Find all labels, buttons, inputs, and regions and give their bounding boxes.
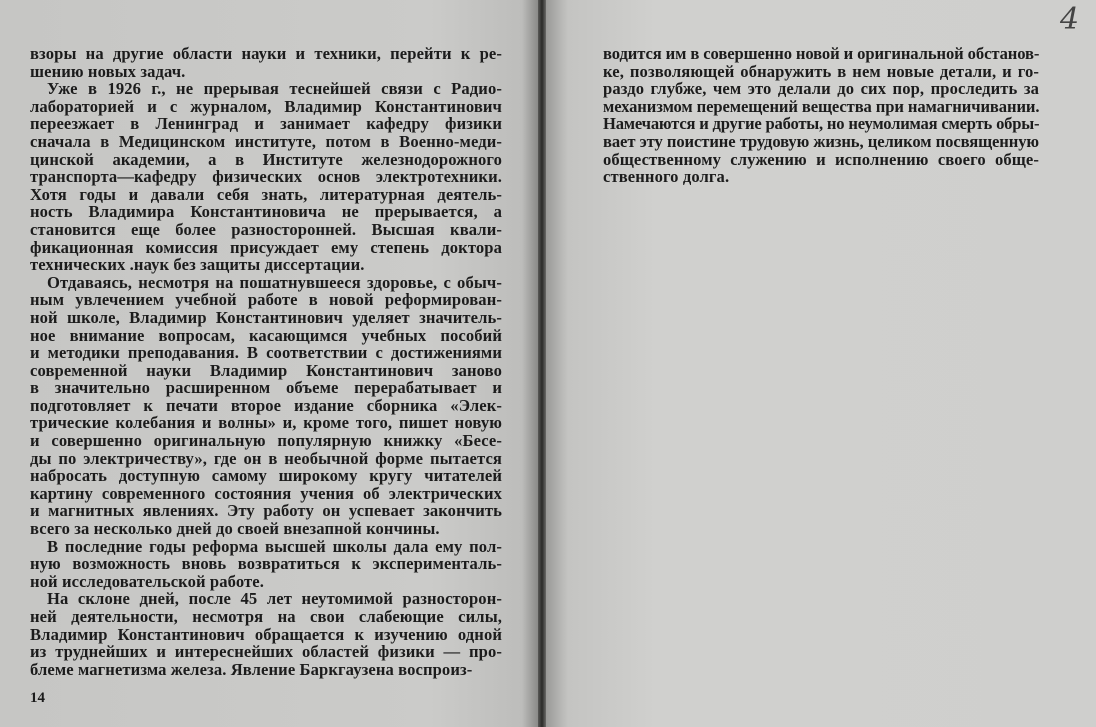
text-line: механизмом перемещений вещества при намагничивании. [603,96,1040,116]
left-page-text [30,45,502,678]
text-line: и совершенно оригинальную популярную книжку «Бесе- [30,431,502,451]
text-line: ность Владимира Константиновича не прерывается, а [30,202,502,222]
text-line: и магнитных явлениях. Эту работу он успевает закончить [30,501,502,521]
right-page-text [603,45,1039,186]
text-line: и методики преподавания. В соответствии с достижениями [30,343,502,363]
text-line: общественному служению и исполнению своего обще- [603,149,1039,169]
text-line: ным увлечением учебной работе в новой реформирован- [30,290,502,310]
text-line: На склоне дней, после 45 лет неутомимой разносторон- [47,589,502,609]
text-line: становится еще более разносторонней. Высшая квали- [30,219,502,239]
text-line: цинской академии, а в Институте железнодорожного [30,149,502,169]
text-line: картину современного состояния учения об электрических [30,483,502,503]
text-line: Отдаваясь, несмотря на пошатнувшееся здоровье, с обыч- [47,272,502,292]
book-gutter [538,0,546,727]
text-line: ное внимание вопросам, касающимся учебных пособий [30,325,502,345]
text-line: Хотя годы и давали себя знать, литературная деятель- [30,184,502,204]
text-line: Намечаются и другие работы, но неумолимая смерть обры- [603,114,1040,134]
text-line: сначала в Медицинском институте, потом в Военно-меди- [30,131,502,151]
text-line: технических .наук без защиты диссертации. [30,255,365,275]
right-page [546,0,1096,727]
text-line: Владимир Константинович обращается к изучению одной [30,624,502,644]
text-line: современной науки Владимир Константинович заново [30,360,502,380]
text-line: ную возможность вновь возвратиться к эксперименталь- [30,554,502,574]
handwritten-page-mark: 4 [1060,2,1080,37]
text-line: переезжает в Ленинград и занимает кафедру физики [30,114,502,134]
text-line: шению новых задач. [30,61,186,81]
text-line: взоры на другие области науки и техники, перейти к ре- [30,44,502,63]
text-line: трические колебания и волны» и, кроме того, пишет новую [30,413,502,433]
text-line: ды по электричеству», где он в необычной форме пытается [30,448,502,468]
text-line: ственного долга. [603,167,730,187]
text-line: из труднейших и интереснейших областей физики — про- [30,642,502,662]
text-line: ке, позволяющей обнаружить в нем новые детали, и го- [603,61,1039,81]
text-line: ней деятельности, несмотря на свои слабеющие силы, [30,607,502,626]
text-line: набросать доступную самому широкому кругу читателей [30,466,502,486]
text-line: транспорта—кафедру физических основ электротехники. [30,167,502,187]
text-line: в значительно расширенном объеме перерабатывает и [30,378,502,398]
page-number: 14 [30,690,45,706]
text-line: Уже в 1926 г., не прерывая теснейшей связи с Радио- [47,79,502,99]
text-line: всего за несколько дней до своей внезапной кончины. [30,519,440,539]
text-line: блеме магнетизма железа. Явление Баркгаузена воспроиз- [30,659,473,679]
text-line: подготовляет к печати второе издание сборника «Элек- [30,395,502,415]
text-line: вает эту поистине трудовую жизнь, целиком посвященную [603,131,1039,151]
text-line: ной школе, Владимир Константинович уделяет значитель- [30,307,502,327]
text-line: водится им в совершенно новой и оригинальной обстанов- [603,44,1040,63]
text-line: В последние годы реформа высшей школы дала ему пол- [47,536,502,556]
text-line: ной исследовательской работе. [30,571,264,591]
text-line: раздо глубже, чем это делали до сих пор, проследить за [603,79,1039,99]
left-page [0,0,538,727]
text-line: фикационная комиссия присуждает ему степень доктора [30,237,502,257]
text-line: лабораторией и с журналом, Владимир Константинович [30,96,502,116]
